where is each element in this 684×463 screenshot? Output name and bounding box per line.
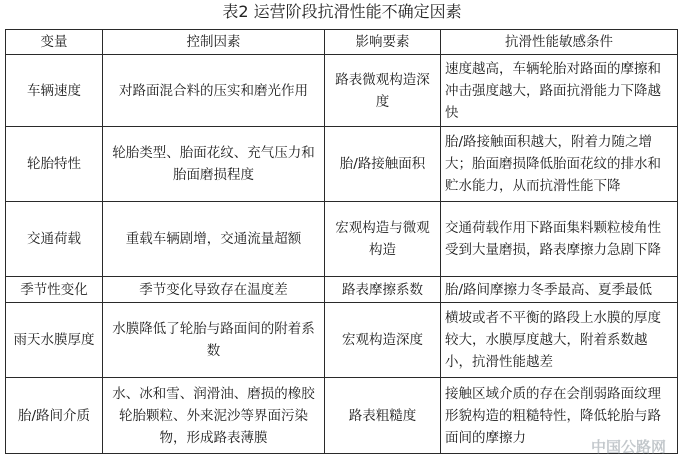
table-row	[6, 303, 678, 378]
cell-influence: 宏观构造深度	[325, 303, 441, 378]
cell-control: 对路面混合料的压实和磨光作用	[103, 55, 325, 127]
cell-control: 水膜降低了轮胎与路面间的附着系数	[103, 303, 325, 378]
header-variable: 变量	[6, 30, 103, 55]
cell-control: 季节变化导致存在温度差	[103, 277, 325, 303]
cell-condition: 横坡或者不平衡的路段上水膜的厚度较大，水膜厚度越大，附着系数越小，抗滑性能越差	[441, 303, 678, 378]
cell-variable: 季节性变化	[6, 277, 103, 303]
table-row	[6, 202, 678, 277]
cell-influence: 路表微观构造深度	[325, 55, 441, 127]
cell-variable: 雨天水膜厚度	[6, 303, 103, 378]
cell-control: 重载车辆剧增，交通流量超额	[103, 202, 325, 277]
table-row	[6, 55, 678, 127]
table-header	[6, 30, 678, 55]
header-influence-factors: 影响要素	[325, 30, 441, 55]
header-control-factors: 控制因素	[103, 30, 325, 55]
table-title: 表2 运营阶段抗滑性能不确定因素	[222, 2, 462, 21]
cell-condition: 交通荷载作用下路面集料颗粒棱角性受到大量磨损，路表摩擦力急剧下降	[441, 202, 678, 277]
cell-influence: 路表摩擦系数	[325, 277, 441, 303]
cell-variable: 轮胎特性	[6, 127, 103, 202]
table-row	[6, 127, 678, 202]
header-sensitive-conditions: 抗滑性能敏感条件	[441, 30, 678, 55]
cell-control: 轮胎类型、胎面花纹、充气压力和胎面磨损程度	[103, 127, 325, 202]
table-body	[6, 55, 678, 454]
uncertainty-factors-table	[5, 29, 678, 454]
cell-variable: 交通荷载	[6, 202, 103, 277]
watermark: 中国公路网	[590, 438, 666, 456]
header-row	[6, 30, 678, 55]
cell-condition: 接触区域介质的存在会削弱路面纹理形貌构造的粗糙特性，降低轮胎与路面间的摩擦力	[441, 378, 678, 454]
table-row	[6, 378, 678, 454]
cell-influence: 胎/路接触面积	[325, 127, 441, 202]
table-row	[6, 277, 678, 303]
cell-influence: 宏观构造与微观构造	[325, 202, 441, 277]
cell-variable: 胎/路间介质	[6, 378, 103, 454]
cell-variable: 车辆速度	[6, 55, 103, 127]
cell-influence: 路表粗糙度	[325, 378, 441, 454]
cell-control: 水、冰和雪、润滑油、磨损的橡胶轮胎颗粒、外来泥沙等界面污染物，形成路表薄膜	[103, 378, 325, 454]
cell-condition: 速度越高，车辆轮胎对路面的摩擦和冲击强度越大，路面抗滑能力下降越快	[441, 55, 678, 127]
cell-condition: 胎/路间摩擦力冬季最高、夏季最低	[441, 277, 678, 303]
cell-condition: 胎/路接触面积越大，附着力随之增大；胎面磨损降低胎面花纹的排水和贮水能力，从而抗滑性能下降	[441, 127, 678, 202]
